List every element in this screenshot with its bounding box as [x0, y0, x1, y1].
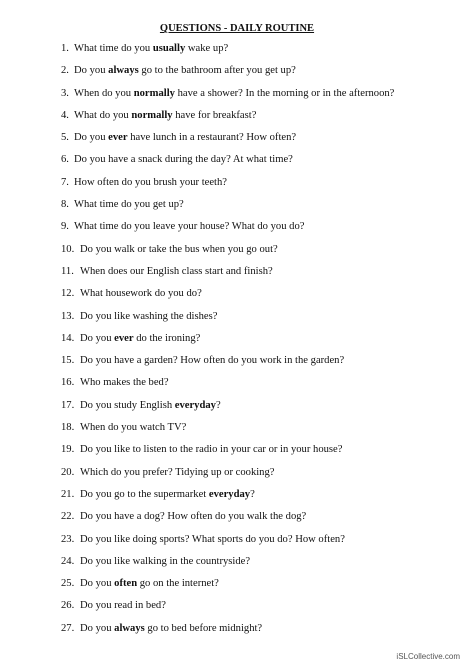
question-text [74, 132, 296, 144]
question-number: 12. [61, 288, 75, 300]
question-text [80, 467, 274, 479]
text-segment: Who makes the bed? [80, 377, 169, 389]
emphasis-word: ever [114, 332, 134, 344]
question-text [74, 221, 304, 233]
text-segment: When do you watch TV? [80, 422, 187, 434]
question-text [80, 489, 255, 501]
text-segment: Do you like walking in the countryside? [80, 555, 251, 567]
question-number: 26. [61, 600, 75, 612]
page-title: QUESTIONS - DAILY ROUTINE [159, 23, 315, 34]
question-text [80, 556, 250, 568]
text-segment: wake up? [185, 43, 229, 54]
question-number: 18. [61, 422, 75, 434]
question-number: 24. [61, 555, 75, 567]
question-text [74, 177, 227, 189]
text-segment: Do you [80, 578, 115, 590]
question-text [80, 244, 278, 256]
emphasis-word: everyday [208, 488, 251, 500]
question-text [80, 311, 217, 323]
question-text [80, 266, 273, 278]
emphasis-word: often [114, 578, 138, 590]
question-text [74, 43, 228, 55]
text-segment: go to bed before midnight? [144, 622, 263, 634]
emphasis-word: always [108, 65, 139, 77]
text-segment: Do you [74, 132, 109, 144]
question-number: 27. [61, 622, 75, 634]
watermark-footer: iSLCollective.com [396, 652, 460, 661]
text-segment: Do you walk or take the bus when you go out? [80, 243, 278, 255]
question-text [80, 400, 221, 412]
question-number: 5. [61, 132, 69, 144]
question-number: 16. [61, 377, 75, 389]
text-segment: Do you have a garden? How often do you work in the garden? [80, 355, 345, 367]
question-text [80, 511, 306, 523]
question-number: 10. [61, 243, 75, 255]
question-text [80, 422, 186, 434]
question-text [80, 333, 200, 345]
text-segment: have a shower? In the morning or in the afternoon? [174, 87, 395, 99]
text-segment: Do you have a snack during the day? At what time? [74, 154, 293, 166]
question-text [74, 65, 296, 77]
emphasis-word: usually [152, 43, 186, 54]
text-segment: Do you [80, 332, 115, 344]
question-number: 7. [61, 176, 69, 188]
question-number: 21. [61, 488, 75, 500]
question-number: 4. [61, 109, 69, 121]
question-number: 9. [61, 221, 69, 233]
question-text [80, 444, 342, 456]
question-number: 2. [61, 65, 69, 77]
text-segment: Do you like washing the dishes? [80, 310, 218, 322]
question-text [80, 377, 169, 389]
question-number: 6. [61, 154, 69, 166]
question-number: 17. [61, 399, 75, 411]
question-number: 15. [61, 355, 75, 367]
question-text [74, 154, 293, 166]
text-segment: How often do you brush your teeth? [74, 176, 227, 188]
question-number: 3. [61, 87, 69, 99]
question-number: 14. [61, 332, 75, 344]
text-segment: Do you [80, 622, 115, 634]
text-segment: What housework do you do? [80, 288, 202, 300]
question-text [80, 288, 202, 300]
emphasis-word: everyday [174, 399, 216, 411]
question-text [74, 88, 394, 100]
question-number: 23. [61, 533, 75, 545]
question-text [80, 355, 344, 367]
emphasis-word: normally [131, 109, 173, 121]
text-segment: have for breakfast? [172, 109, 257, 121]
text-segment: When does our English class start and finish? [80, 265, 273, 277]
text-segment: go on the internet? [137, 578, 219, 590]
text-segment: Do you study English [80, 399, 175, 411]
text-segment: Do you like to listen to the radio in your car or in your house? [80, 444, 343, 456]
question-text [74, 110, 256, 122]
text-segment: When do you [74, 87, 134, 99]
text-segment: What do you [74, 109, 132, 121]
question-number: 19. [61, 444, 75, 456]
emphasis-word: normally [133, 87, 175, 99]
text-segment: What time do you [74, 43, 153, 54]
question-text [80, 623, 262, 635]
question-number: 8. [61, 199, 69, 211]
question-number: 1. [61, 43, 69, 54]
question-text [80, 534, 345, 546]
question-number: 22. [61, 511, 75, 523]
text-segment: have lunch in a restaurant? How often? [127, 132, 297, 144]
question-number: 25. [61, 578, 75, 590]
emphasis-word: ever [108, 132, 128, 144]
question-text [80, 578, 219, 590]
text-segment: Which do you prefer? Tidying up or cooking? [80, 466, 275, 478]
question-text [80, 600, 166, 612]
question-number: 11. [61, 265, 74, 277]
text-segment: What time do you leave your house? What do you do? [74, 221, 305, 233]
text-segment: do the ironing? [133, 332, 201, 344]
emphasis-word: always [114, 622, 145, 634]
question-number: 13. [61, 310, 75, 322]
text-segment: Do you like doing sports? What sports do you do? How often? [80, 533, 345, 545]
text-segment: ? [250, 488, 255, 500]
text-segment: Do you have a dog? How often do you walk the dog? [80, 511, 307, 523]
question-number: 20. [61, 466, 75, 478]
text-segment: What time do you get up? [74, 199, 184, 211]
text-segment: Do you go to the supermarket [80, 488, 209, 500]
text-segment: Do you [74, 65, 109, 77]
question-text [74, 199, 184, 211]
text-segment: go to the bathroom after you get up? [138, 65, 296, 77]
text-segment: Do you read in bed? [80, 600, 166, 612]
text-segment: ? [215, 399, 221, 411]
